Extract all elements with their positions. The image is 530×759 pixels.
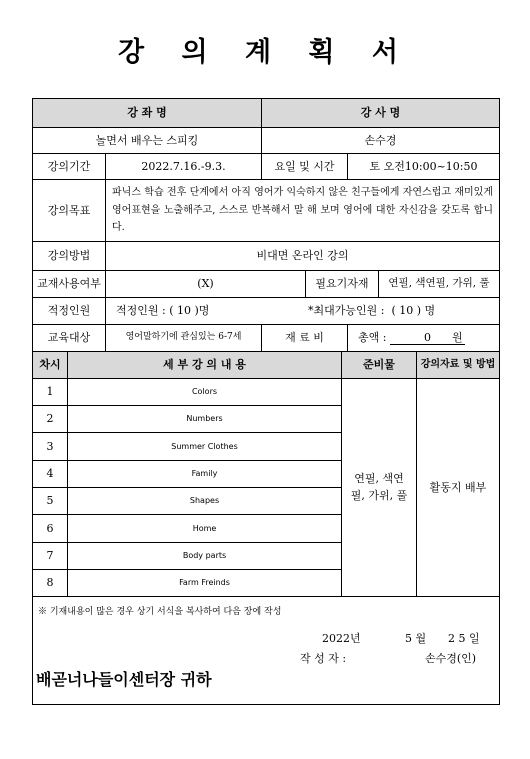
signature-day: 2 5 일 (448, 632, 480, 645)
session-no-6: 6 (33, 515, 68, 543)
note: ※ 기재내용이 많은 경우 상기 서식을 복사하여 다음 장에 작성 (38, 607, 282, 617)
method-value: 비대면 온라인 강의 (106, 242, 499, 271)
goal-value: 파닉스 학습 전후 단계에서 아직 영어가 익숙하지 않은 친구들에게 자연스럽고 재미있게 영어표현을 노출해주고, 스스로 반복해서 말 해 보며 영어에 대한 자신감을 갖도록 합니다. (106, 180, 499, 242)
session-no-4: 4 (33, 461, 68, 488)
total-fee (348, 325, 499, 352)
total-label: 총액 : (358, 331, 387, 345)
supplies-value: 연필, 색연필, 가위, 풀 (379, 271, 499, 298)
session-content-3: Summer Clothes (68, 433, 342, 461)
max-capacity-prefix: *최대가능인원 : (308, 304, 385, 318)
session-no-2: 2 (33, 406, 68, 433)
fee-label: 재 료 비 (262, 325, 348, 352)
target-label: 교육대상 (33, 325, 106, 352)
instructor-value: 손수경 (262, 128, 499, 154)
session-no-5: 5 (33, 488, 68, 515)
session-no-7: 7 (33, 543, 68, 570)
session-content-4: Family (68, 461, 342, 488)
writer-label: 작 성 자 : (300, 652, 347, 665)
course-name-header: 강 좌 명 (33, 99, 262, 128)
method-header: 강의자료 및 방법 (417, 352, 499, 379)
materials-header: 준비물 (342, 352, 417, 379)
session-content-6: Home (68, 515, 342, 543)
total-value: 0 (423, 330, 431, 344)
supplies-label: 필요기자재 (306, 271, 379, 298)
period-value: 2022.7.16.-9.3. (106, 154, 262, 180)
session-content-1: Colors (68, 379, 342, 406)
course-name-value: 놀면서 배우는 스피킹 (33, 128, 262, 154)
total-value-underline (390, 331, 464, 346)
proper-capacity (106, 298, 306, 325)
proper-capacity-prefix: 적정인원 : ( (116, 304, 174, 318)
session-content-8: Farm Freinds (68, 570, 342, 597)
max-capacity-value: ( 10 ) (391, 304, 422, 318)
goal-label: 강의목표 (33, 180, 106, 242)
session-method: 활동지 배부 (417, 379, 499, 597)
capacity-label: 적정인원 (33, 298, 106, 325)
max-capacity (306, 298, 499, 325)
session-no-1: 1 (33, 379, 68, 406)
session-content-5: Shapes (68, 488, 342, 515)
target-value: 영어말하기에 관심있는 6-7세 (106, 325, 262, 352)
period-label: 강의기간 (33, 154, 106, 180)
writer-value: 손수경(인) (425, 652, 477, 665)
session-materials: 연필, 색연필, 가위, 풀 (342, 379, 417, 597)
addressee: 배곧너나들이센터장 귀하 (36, 670, 212, 689)
instructor-header: 강 사 명 (262, 99, 499, 128)
total-unit: 원 (451, 330, 463, 344)
textbook-value: (X) (106, 271, 306, 298)
time-label: 요일 및 시간 (262, 154, 348, 180)
time-value: 토 오전10:00~10:50 (348, 154, 499, 180)
page-title: 강 의 계 획 서 (117, 37, 412, 68)
session-content-2: Numbers (68, 406, 342, 433)
method-label: 강의방법 (33, 242, 106, 271)
signature-month: 5 월 (405, 632, 427, 645)
session-no-3: 3 (33, 433, 68, 461)
proper-capacity-suffix: )명 (194, 304, 210, 318)
session-content-7: Body parts (68, 543, 342, 570)
signature-year: 2022년 (322, 632, 361, 645)
session-no-header: 차시 (33, 352, 68, 379)
session-no-8: 8 (33, 570, 68, 597)
session-content-header: 세 부 강 의 내 용 (68, 352, 342, 379)
textbook-label: 교재사용여부 (33, 271, 106, 298)
proper-capacity-value: 10 (177, 304, 191, 318)
max-capacity-suffix: 명 (424, 304, 436, 318)
